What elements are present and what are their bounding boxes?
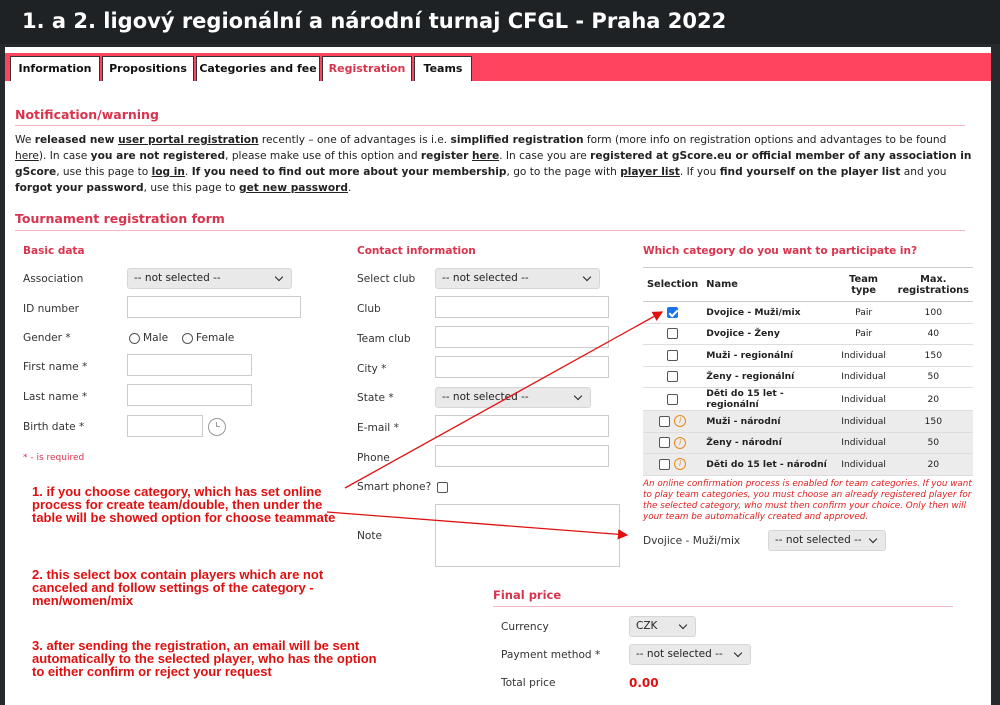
col-team-type: Team type <box>834 268 894 302</box>
page-title: 1. a 2. ligový regionální a národní turnaj CFGL - Praha 2022 <box>22 9 727 33</box>
user-portal-link[interactable]: user portal registration <box>118 134 259 146</box>
team-type: Individual <box>834 454 894 476</box>
annotation-2: 2. this select box contain players which are not canceled and follow settings of the category - men/women/mix <box>32 567 324 608</box>
notification-heading: Notification/warning <box>15 107 159 122</box>
max-registrations: 40 <box>894 323 973 345</box>
category-name: Děti do 15 let - národní <box>702 454 833 476</box>
max-registrations: 150 <box>894 345 973 367</box>
max-registrations: 20 <box>894 388 973 411</box>
category-name: Děti do 15 let - regionální <box>702 388 833 411</box>
team-type: Pair <box>834 302 894 324</box>
final-price-heading: Final price <box>493 588 562 602</box>
team-type: Individual <box>834 411 894 433</box>
last-name-label: Last name * <box>23 391 88 403</box>
page-content <box>5 47 991 705</box>
get-new-password-link[interactable]: get new password <box>238 182 348 194</box>
register-here-link[interactable]: here <box>472 150 500 162</box>
select-club-select[interactable]: -- not selected -- <box>435 268 600 289</box>
info-icon[interactable]: i <box>674 415 686 427</box>
player-list-link[interactable]: player list <box>620 166 680 178</box>
category-name: Dvojice - Ženy <box>702 323 833 345</box>
state-label: State * <box>357 392 394 404</box>
annotation-arrow-2 <box>327 512 627 535</box>
title-bar <box>0 0 1000 44</box>
info-icon[interactable]: i <box>674 458 686 470</box>
basic-data-heading: Basic data <box>23 245 85 257</box>
form-heading: Tournament registration form <box>15 211 225 226</box>
col-name: Name <box>702 268 833 302</box>
select-club-label: Select club <box>357 273 416 285</box>
max-registrations: 100 <box>894 302 973 324</box>
gender-label: Gender * <box>23 332 71 344</box>
team-type: Pair <box>834 323 894 345</box>
info-icon[interactable]: i <box>674 437 686 449</box>
payment-method-select[interactable]: -- not selected -- <box>629 644 751 665</box>
team-type: Individual <box>834 366 894 388</box>
total-price-label: Total price <box>501 677 556 689</box>
teammate-select[interactable]: -- not selected -- <box>768 530 886 551</box>
total-price-value: 0.00 <box>629 676 659 690</box>
annotation-1: 1. if you choose category, which has set online process for create team/double, then under the table will be showed option for choose teammate <box>32 484 336 525</box>
here-link[interactable]: here <box>15 150 39 162</box>
category-name: Dvojice - Muži/mix <box>702 302 833 324</box>
first-name-label: First name * <box>23 361 88 373</box>
col-selection: Selection <box>643 268 702 302</box>
smart-phone-label: Smart phone? <box>357 481 432 493</box>
team-type: Individual <box>834 388 894 411</box>
annotation-arrows <box>5 47 991 705</box>
team-club-label: Team club <box>357 333 411 345</box>
teammate-label: Dvojice - Muži/mix <box>643 535 741 547</box>
confirmation-note: An online confirmation process is enabled for team categories. If you want to play team categories, you must choose an already registered player for the selected category, who must then confirm your choice. Only then will your team be automatically created and approved. <box>643 479 972 522</box>
currency-label: Currency <box>501 621 549 633</box>
male-label: Male <box>143 332 169 344</box>
id-number-label: ID number <box>23 303 79 315</box>
notification-text: We released new user portal registration recently – one of advantages is i.e. simplified registration form (more info on registration options and advantages to be found here). In case you are not registered, please make use of this option and register here. In case you are registered at gScore.eu or official member of any association in gScore, use this page to log in. If you need to find out more about your membership, go to the page with player list. If you find yourself on the player list and you forgot your password, use this page to get new password. <box>15 134 972 194</box>
team-type: Individual <box>834 345 894 367</box>
tab-registration[interactable]: Registration <box>322 56 412 81</box>
state-select[interactable]: -- not selected -- <box>435 387 591 408</box>
tab-information[interactable]: Information <box>10 56 100 81</box>
currency-select[interactable]: CZK <box>629 616 696 637</box>
phone-label: Phone <box>357 452 390 464</box>
association-select[interactable]: -- not selected -- <box>127 268 292 289</box>
tab-categories-and-fee[interactable]: Categories and fee <box>196 56 320 81</box>
tab-propositions[interactable]: Propositions <box>102 56 194 81</box>
category-name: Muži - národní <box>702 411 833 433</box>
contact-heading: Contact information <box>357 245 476 257</box>
max-registrations: 20 <box>894 454 973 476</box>
col-max-registrations: Max. registrations <box>894 268 973 302</box>
tab-teams[interactable]: Teams <box>414 56 472 81</box>
category-heading: Which category do you want to participate in? <box>643 245 918 257</box>
annotation-arrow-1 <box>345 312 662 488</box>
team-type: Individual <box>834 432 894 454</box>
category-name: Muži - regionální <box>702 345 833 367</box>
category-name: Ženy - národní <box>702 432 833 454</box>
category-name: Ženy - regionální <box>702 366 833 388</box>
email-label: E-mail * <box>357 422 399 434</box>
note-label: Note <box>357 530 383 542</box>
association-label: Association <box>23 273 84 285</box>
annotation-3: 3. after sending the registration, an email will be sent automatically to the selected player, who has the option to either confirm or reject your request <box>32 638 377 679</box>
max-registrations: 150 <box>894 411 973 433</box>
login-link[interactable]: log in <box>151 166 185 178</box>
city-label: City * <box>357 363 387 375</box>
max-registrations: 50 <box>894 366 973 388</box>
birth-date-label: Birth date * <box>23 421 85 433</box>
max-registrations: 50 <box>894 432 973 454</box>
payment-method-label: Payment method * <box>501 649 601 661</box>
female-label: Female <box>196 332 235 344</box>
required-note: * - is required <box>23 453 85 463</box>
club-label: Club <box>357 303 381 315</box>
